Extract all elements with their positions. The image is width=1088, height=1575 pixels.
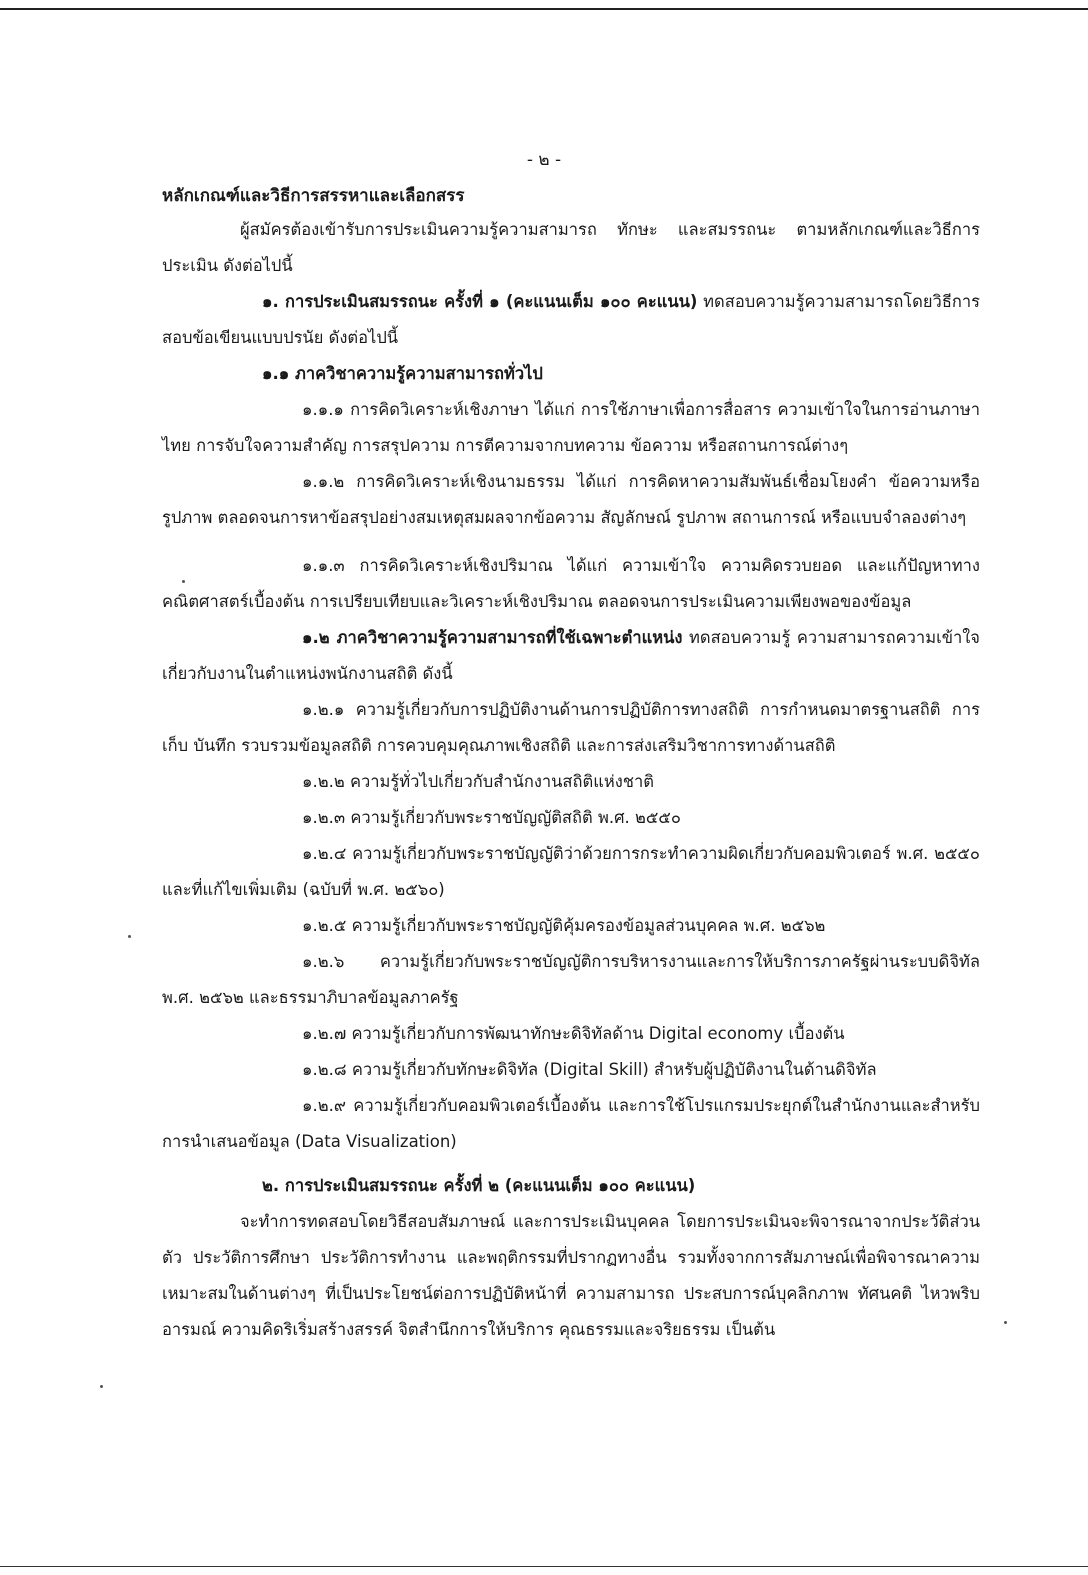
section-2-heading: ๒. การประเมินสมรรถนะ ครั้งที่ ๒ (คะแนนเต็ม ๑๐๐ คะแนน): [262, 1176, 696, 1195]
scan-speck: [182, 580, 185, 583]
item-1-2-1: ๑.๒.๑ ความรู้เกี่ยวกับการปฏิบัติงานด้านการปฏิบัติการทางสถิติ การกำหนดมาตรฐานสถิติ การเก็บ บันทึก รวบรวมข้อมูลสถิติ การควบคุมคุณภาพเชิงสถิติ และการส่งเสริมวิชาการทางด้านสถิติ: [162, 700, 980, 755]
intro-paragraph: ผู้สมัครต้องเข้ารับการประเมินความรู้ความสามารถ ทักษะ และสมรรถนะ ตามหลักเกณฑ์และวิธีการประเมิน ดังต่อไปนี้: [162, 220, 980, 275]
section-1-1-heading-line: [162, 356, 980, 392]
item-1-2-5: ๑.๒.๕ ความรู้เกี่ยวกับพระราชบัญญัติคุ้มครองข้อมูลส่วนบุคคล พ.ศ. ๒๕๖๒: [302, 916, 826, 935]
item-1-2-2: ๑.๒.๒ ความรู้ทั่วไปเกี่ยวกับสำนักงานสถิติแห่งชาติ: [302, 772, 654, 791]
scan-edge-top: [0, 8, 1088, 10]
item-1-1-3: ๑.๑.๓ การคิดวิเคราะห์เชิงปริมาณ ได้แก่ ความเข้าใจ ความคิดรวบยอด และแก้ปัญหาทางคณิตศาสตร์เบื้องต้น การเปรียบเทียบและวิเคราะห์เชิงปริมาณ ตลอดจนการประเมินความเพียงพอของข้อมูล: [162, 556, 980, 611]
document-body: [162, 180, 980, 1348]
section-1-text: ทดสอบความรู้ความสามารถโดยวิธีการสอบข้อเขียนแบบปรนัย ดังต่อไปนี้: [162, 292, 981, 347]
section-2-heading-line: [162, 1168, 980, 1204]
item-1-2-8: ๑.๒.๘ ความรู้เกี่ยวกับทักษะดิจิทัล (Digital Skill) สำหรับผู้ปฏิบัติงานในด้านดิจิทัล: [302, 1060, 877, 1079]
item-1-2-3: ๑.๒.๓ ความรู้เกี่ยวกับพระราชบัญญัติสถิติ พ.ศ. ๒๕๕๐: [302, 808, 681, 827]
item-1-2-4: ๑.๒.๔ ความรู้เกี่ยวกับพระราชบัญญัติว่าด้วยการกระทำความผิดเกี่ยวกับคอมพิวเตอร์ พ.ศ. ๒๕๕๐ และที่แก้ไขเพิ่มเติม (ฉบับที่ พ.ศ. ๒๕๖๐): [162, 844, 980, 899]
item-1-1-1: ๑.๑.๑ การคิดวิเคราะห์เชิงภาษา ได้แก่ การใช้ภาษาเพื่อการสื่อสาร ความเข้าใจในการอ่านภาษาไทย การจับใจความสำคัญ การสรุปความ การตีความจากบทความ ข้อความ หรือสถานการณ์ต่างๆ: [162, 400, 980, 455]
item-1-2-9: ๑.๒.๙ ความรู้เกี่ยวกับคอมพิวเตอร์เบื้องต้น และการใช้โปรแกรมประยุกต์ในสำนักงานและสำหรับการนำเสนอข้อมูล (Data Visualization): [162, 1096, 980, 1151]
scan-speck: [1004, 1321, 1007, 1324]
document-title: หลักเกณฑ์และวิธีการสรรหาและเลือกสรร: [162, 186, 465, 206]
section-1-2-paragraph: [162, 620, 980, 692]
page-number: - ๒ -: [526, 150, 562, 170]
section-1-1-heading: ๑.๑ ภาควิชาความรู้ความสามารถทั่วไป: [262, 364, 543, 383]
section-2-paragraph: จะทำการทดสอบโดยวิธีสอบสัมภาษณ์ และการประเมินบุคคล โดยการประเมินจะพิจารณาจากประวัติส่วนตัว ประวัติการศึกษา ประวัติการทำงาน และพฤติกรรมที่ปรากฏทางอื่น รวมทั้งจากการสัมภาษณ์เพื่อพิจารณาความเหมาะสมในด้านต่างๆ ที่เป็นประโยชน์ต่อการปฏิบัติหน้าที่ ความสามารถ ประสบการณ์บุคลิกภาพ ทัศนคติ ไหวพริบ อารมณ์ ความคิดริเริ่มสร้างสรรค์ จิตสำนึกการให้บริการ คุณธรรมและจริยธรรม เป็นต้น: [162, 1212, 980, 1339]
item-1-2-7: ๑.๒.๗ ความรู้เกี่ยวกับการพัฒนาทักษะดิจิทัลด้าน Digital economy เบื้องต้น: [302, 1024, 845, 1043]
section-1-2-heading: ๑.๒ ภาควิชาความรู้ความสามารถที่ใช้เฉพาะตำแหน่ง: [302, 628, 683, 647]
item-1-2-6: ๑.๒.๖ ความรู้เกี่ยวกับพระราชบัญญัติการบริหารงานและการให้บริการภาครัฐผ่านระบบดิจิทัล พ.ศ. ๒๕๖๒ และธรรมาภิบาลข้อมูลภาครัฐ: [162, 952, 980, 1007]
scan-edge-bottom: [0, 1566, 1088, 1567]
section-1-heading: ๑. การประเมินสมรรถนะ ครั้งที่ ๑ (คะแนนเต็ม ๑๐๐ คะแนน): [262, 292, 698, 311]
scan-speck: [128, 935, 131, 938]
item-1-1-2: ๑.๑.๒ การคิดวิเคราะห์เชิงนามธรรม ได้แก่ การคิดหาความสัมพันธ์เชื่อมโยงคำ ข้อความหรือรูปภาพ ตลอดจนการหาข้อสรุปอย่างสมเหตุสมผลจากข้อความ สัญลักษณ์ รูปภาพ สถานการณ์ หรือแบบจำลองต่างๆ: [162, 472, 980, 527]
scan-speck: [100, 1385, 103, 1388]
section-1-2-text: ทดสอบความรู้ ความสามารถความเข้าใจเกี่ยวกับงานในตำแหน่งพนักงานสถิติ ดังนี้: [162, 628, 980, 683]
section-1-paragraph: [162, 284, 980, 356]
